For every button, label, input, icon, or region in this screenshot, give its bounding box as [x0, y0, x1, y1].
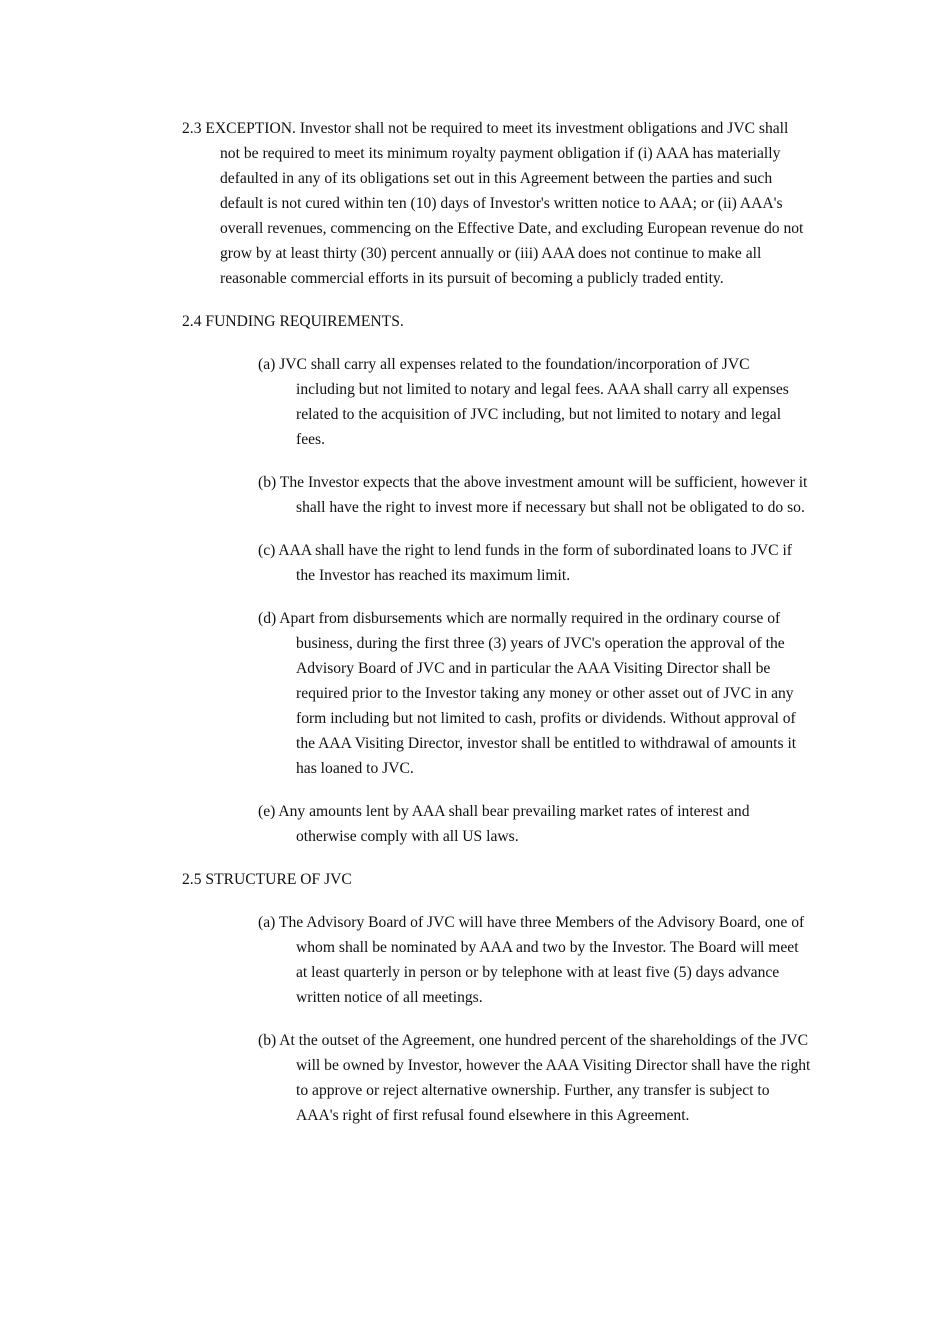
section-2-3-exception: 2.3 EXCEPTION. Investor shall not be required to meet its investment obligations and JVC shall not be required to meet its minimum royalty payment obligation if (i) AAA has materially defaulted in any of its obligations set out in this Agreement between the parties and such default is not cured within ten (10) days of Investor's written notice to AAA; or (ii) AAA's overall revenues, commencing on the Effective Date, and excluding European revenue do not grow by at least thirty (30) percent annually or (iii) AAA does not continue to make all reasonable commercial efforts in its pursuit of becoming a publicly traded entity.: [182, 120, 804, 287]
funding-item-c: (c) AAA shall have the right to lend funds in the form of subordinated loans to JVC if the Investor has reached its maximum limit.: [258, 542, 792, 584]
structure-item-b: (b) At the outset of the Agreement, one hundred percent of the shareholdings of the JVC will be owned by Investor, however the AAA Visiting Director shall have the right to approve or reject alternative ownership. Further, any transfer is subject to AAA's right of first refusal found elsewhere in this Agreement.: [258, 1032, 811, 1124]
funding-item-a: (a) JVC shall carry all expenses related to the foundation/incorporation of JVC including but not limited to notary and legal fees. AAA shall carry all expenses related to the acquisition of JVC including, but not limited to notary and legal fees.: [258, 356, 789, 448]
structure-item-a: (a) The Advisory Board of JVC will have three Members of the Advisory Board, one of whom shall be nominated by AAA and two by the Investor. The Board will meet at least quarterly in person or by telephone with at least five (5) days advance written notice of all meetings.: [258, 914, 805, 1006]
section-2-4-heading: 2.4 FUNDING REQUIREMENTS.: [182, 313, 404, 330]
section-2-5-heading: 2.5 STRUCTURE OF JVC: [182, 871, 352, 888]
funding-item-b: (b) The Investor expects that the above investment amount will be sufficient, however it shall have the right to invest more if necessary but shall not be obligated to do so.: [258, 474, 808, 516]
structure-list: [258, 910, 812, 1128]
funding-item-d: (d) Apart from disbursements which are normally required in the ordinary course of business, during the first three (3) years of JVC's operation the approval of the Advisory Board of JVC and in particular the AAA Visiting Director shall be required prior to the Investor taking any money or other asset out of JVC in any form including but not limited to cash, profits or dividends. Without approval of the AAA Visiting Director, investor shall be entitled to withdrawal of amounts it has loaned to JVC.: [258, 610, 797, 777]
funding-item-e: (e) Any amounts lent by AAA shall bear prevailing market rates of interest and otherwise comply with all US laws.: [258, 803, 750, 845]
funding-requirements-list: [258, 352, 812, 849]
document-page: [182, 116, 812, 1146]
